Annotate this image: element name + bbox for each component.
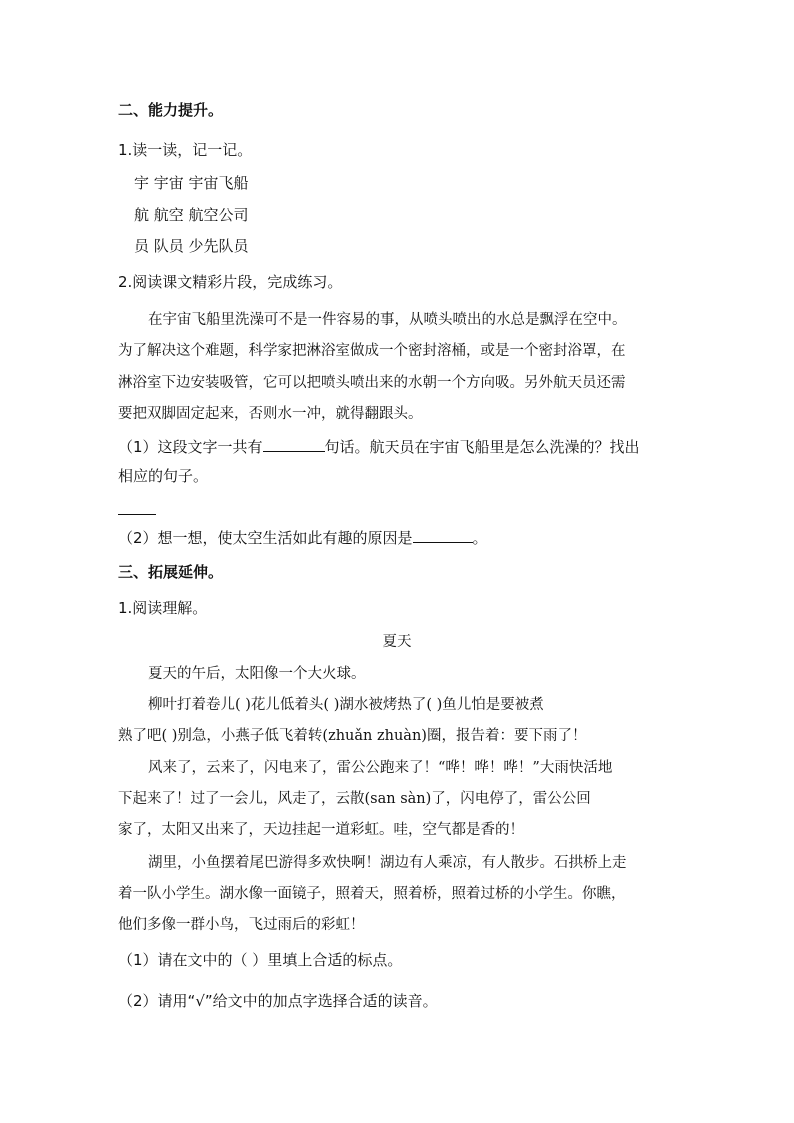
question-title: 1.读一读，记一记。 — [118, 141, 253, 159]
sub-question-text: （2）想一想，使太空生活如此有趣的原因是 — [118, 529, 413, 547]
passage-line: 要把双脚固定起来，否则水一冲，就得翻跟头。 — [118, 406, 423, 422]
answer-blank[interactable] — [263, 437, 325, 452]
story-line: 家了，太阳又出来了，天边挂起一道彩虹。哇，空气都是香的！ — [118, 822, 524, 838]
question-title: 2.阅读课文精彩片段，完成练习。 — [118, 273, 343, 291]
sub-question — [118, 528, 488, 548]
sub-question: （2）请用“√”给文中的加点字选择合适的读音。 — [118, 992, 438, 1010]
passage-line: 淋浴室下边安装吸管，它可以把喷头喷出来的水朝一个方向吸。另外航天员还需 — [118, 375, 626, 391]
passage-line: 在宇宙飞船里洗澡可不是一件容易的事，从喷头喷出的水总是飘浮在空中。 — [148, 312, 627, 328]
story-title: 夏天 — [382, 634, 412, 650]
word-row: 宇 宇宙 宇宙飞船 — [134, 174, 249, 192]
story-line: 着一队小学生。湖水像一面镜子，照着天，照着桥，照着过桥的小学生。你瞧， — [118, 886, 626, 902]
word-row: 航 航空 航空公司 — [134, 206, 249, 224]
word-row: 员 队员 少先队员 — [134, 237, 249, 255]
section-heading: 三、拓展延伸。 — [118, 563, 224, 581]
story-line: 他们多像一群小鸟，飞过雨后的彩虹！ — [118, 917, 365, 933]
sub-question: （1）请在文中的（ ）里填上合适的标点。 — [118, 951, 403, 969]
passage-line: 为了解决这个难题，科学家把淋浴室做成一个密封溶桶，或是一个密封浴罩，在 — [118, 343, 626, 359]
sub-question-text: 。 — [472, 529, 488, 547]
story-line: 下起来了！过了一会儿，风走了，云散(san sàn)了，闪电停了，雷公公回 — [118, 791, 591, 807]
story-line: 夏天的午后，太阳像一个大火球。 — [148, 666, 366, 682]
story-line: 柳叶打着卷儿( )花儿低着头( )湖水被烤热了( )鱼儿怕是要被煮 — [148, 697, 544, 713]
answer-blank[interactable] — [118, 514, 156, 515]
story-line: 风来了，云来了，闪电来了，雷公公跑来了！“哗！哗！哗！”大雨快活地 — [148, 760, 613, 776]
story-line: 熟了吧( )别急，小燕子低飞着转(zhuǎn zhuàn)圈，报告着：要下雨了！ — [118, 728, 587, 744]
sub-question — [118, 437, 640, 457]
sub-question-text: 相应的句子。 — [118, 467, 209, 485]
answer-blank[interactable] — [413, 528, 473, 543]
sub-question-text: （1）这段文字一共有 — [118, 438, 263, 456]
story-line: 湖里，小鱼摆着尾巴游得多欢快啊！湖边有人乘凉，有人散步。石拱桥上走 — [148, 855, 627, 871]
section-heading: 二、能力提升。 — [118, 101, 224, 119]
sub-question-text: 句话。航天员在宇宙飞船里是怎么洗澡的？找出 — [324, 438, 640, 456]
question-title: 1.阅读理解。 — [118, 599, 208, 617]
